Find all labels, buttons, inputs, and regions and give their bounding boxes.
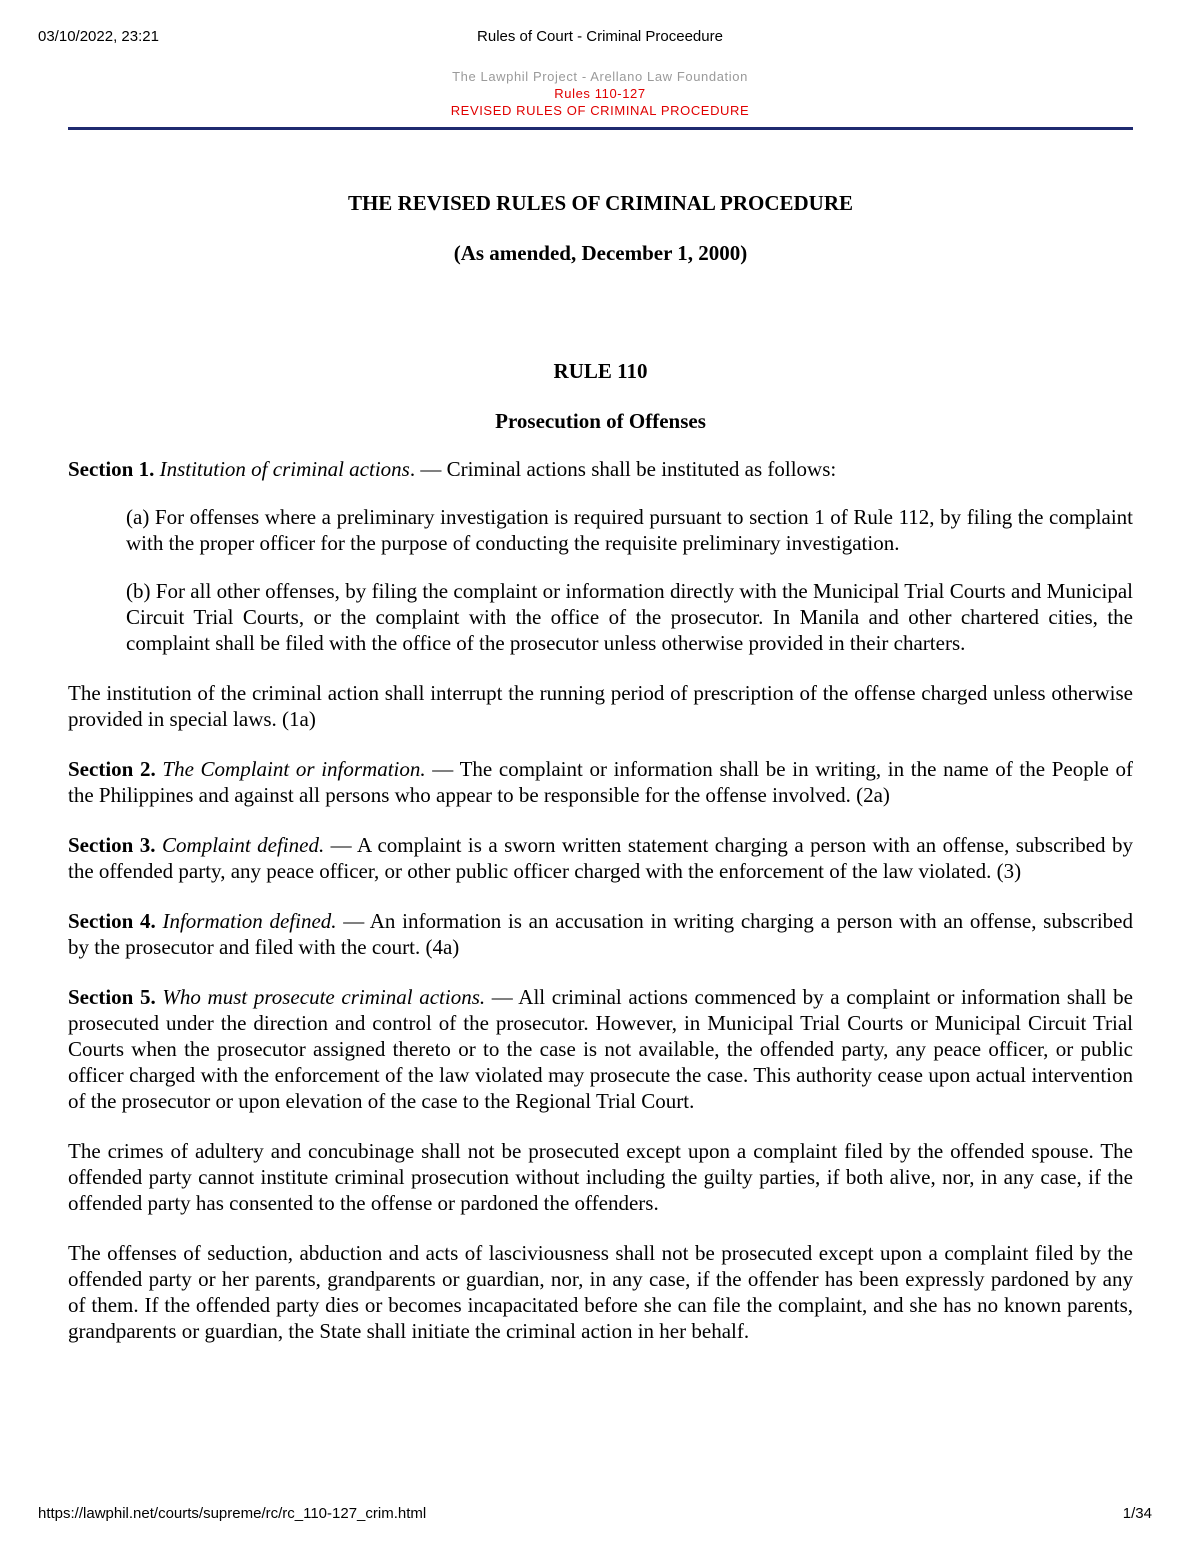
section-text: — An information is an accusation in writing charging a person with an offense, subscribed by the prosecutor and filed with the court. (4a) xyxy=(68,909,1133,959)
page-number: 1/34 xyxy=(1122,1505,1152,1522)
section-1-paragraph: The institution of the criminal action shall interrupt the running period of prescription of the offense charged unless otherwise provided in special laws. (1a) xyxy=(68,681,1133,731)
section-label: Section 3. xyxy=(68,833,156,857)
section-heading: Complaint defined. xyxy=(162,833,325,857)
section-3 xyxy=(68,832,1133,884)
document-body xyxy=(68,190,1133,1344)
section-5-paragraph-2: The crimes of adultery and concubinage shall not be prosecuted except upon a complaint filed by the offended spouse. The offended party cannot institute criminal prosecution without including the guilty parties, if both alive, nor, in any case, if the offended party has consented to the offense or pardoned the offenders. xyxy=(68,1139,1133,1215)
section-text: — All criminal actions commenced by a complaint or information shall be prosecuted under the direction and control of the prosecutor. However, in Municipal Trial Courts or Municipal Circuit Trial Courts when the prosecutor assigned thereto or to the case is not available, the offended party, any peace officer, or public officer charged with the enforcement of the law violated may prosecute the case. This authority cease upon actual intervention of the prosecutor or upon elevation of the case to the Regional Trial Court. xyxy=(68,985,1133,1113)
header-divider xyxy=(68,127,1133,130)
section-1-item-a: (a) For offenses where a preliminary investigation is required pursuant to section 1 of Rule 112, by filing the complaint with the proper officer for the purpose of conducting the requisite preliminary investigation. xyxy=(126,505,1133,555)
section-heading: Institution of criminal actions xyxy=(159,457,410,481)
organization-name[interactable]: The Lawphil Project - Arellano Law Foundation xyxy=(452,69,748,84)
document-title: THE REVISED RULES OF CRIMINAL PROCEDURE xyxy=(347,191,854,215)
print-datetime: 03/10/2022, 23:21 xyxy=(38,28,159,45)
section-5-paragraph-3: The offenses of seduction, abduction and acts of lasciviousness shall not be prosecuted except upon a complaint filed by the offended party or her parents, grandparents or guardian, nor, in any case, if the offender has been expressly pardoned by any of them. If the offended party dies or becomes incapacitated before she can file the complaint, and she has no known parents, grandparents or guardian, the State shall initiate the criminal action in her behalf. xyxy=(68,1241,1133,1343)
section-label: Section 4. xyxy=(68,909,156,933)
section-label: Section 2. xyxy=(68,757,156,781)
site-header xyxy=(0,68,1200,119)
section-2 xyxy=(68,756,1133,808)
section-5 xyxy=(68,984,1133,1114)
section-heading: The Complaint or information. xyxy=(162,757,426,781)
section-text: — The complaint or information shall be in writing, in the name of the People of the Philippines and against all persons who appear to be responsible for the offense involved. (2a) xyxy=(68,757,1133,807)
section-label: Section 5. xyxy=(68,985,156,1009)
section-label: Section 1. xyxy=(68,457,155,481)
section-1 xyxy=(68,456,1133,482)
rules-subtitle: REVISED RULES OF CRIMINAL PROCEDURE xyxy=(450,103,750,118)
section-1-item-b: (b) For all other offenses, by filing the complaint or information directly with the Municipal Trial Courts and Municipal Circuit Trial Courts, or the complaint with the office of the prosecutor. In Manila and other chartered cities, the complaint shall be filed with the office of the prosecutor unless otherwise provided in their charters. xyxy=(126,579,1133,655)
rule-title: Prosecution of Offenses xyxy=(495,409,706,433)
print-header xyxy=(38,28,1162,50)
section-heading: Who must prosecute criminal actions. xyxy=(162,985,486,1009)
section-heading: Information defined. xyxy=(162,909,337,933)
section-4 xyxy=(68,908,1133,960)
print-footer xyxy=(38,1505,1152,1527)
rule-number: RULE 110 xyxy=(553,359,648,383)
section-text: . — Criminal actions shall be instituted as follows: xyxy=(409,457,837,481)
print-page-title: Rules of Court - Criminal Proceedure xyxy=(477,28,723,45)
page-url[interactable]: https://lawphil.net/courts/supreme/rc/rc_110-127_crim.html xyxy=(38,1505,427,1522)
amended-note: (As amended, December 1, 2000) xyxy=(453,241,748,265)
rules-range: Rules 110-127 xyxy=(554,86,646,101)
section-text: — A complaint is a sworn written statement charging a person with an offense, subscribed by the offended party, any peace officer, or other public officer charged with the enforcement of the law violated. (3) xyxy=(68,833,1134,883)
